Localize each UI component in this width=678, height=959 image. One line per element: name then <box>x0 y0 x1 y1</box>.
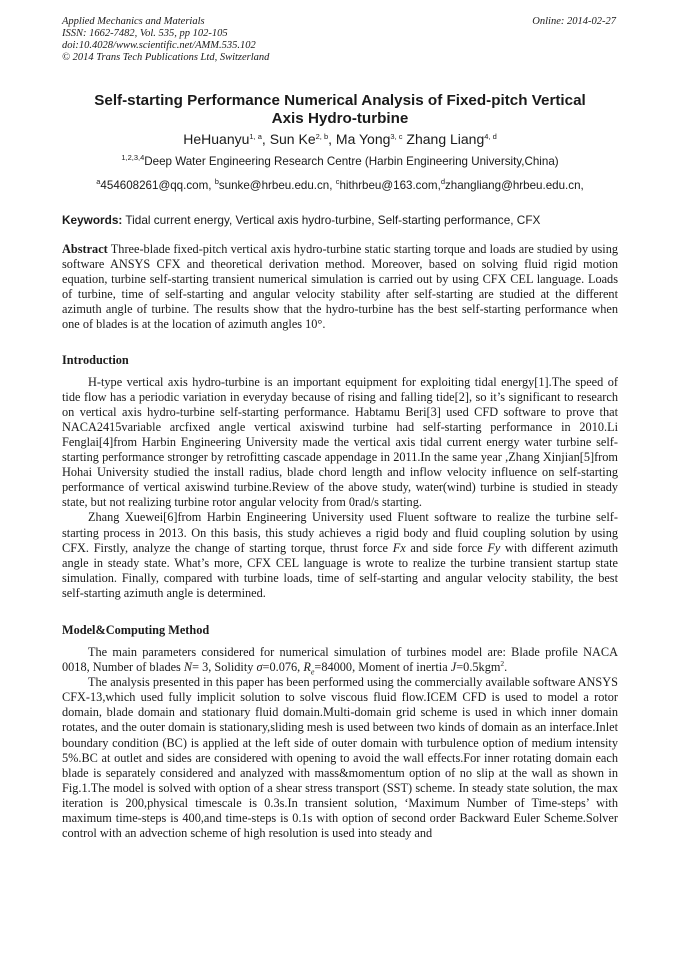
journal-name: Applied Mechanics and Materials <box>62 16 205 27</box>
text-run: =0.5kgm <box>456 660 501 675</box>
author-sup: 4, d <box>484 132 497 141</box>
text-run: . <box>504 660 508 675</box>
affiliation <box>62 154 618 169</box>
symbol-re: R <box>303 660 311 675</box>
author-name: Zhang Liang <box>406 131 485 147</box>
model-paragraph-2: The analysis presented in this paper has been performed using the commercially available software ANSYS CFX-13,which used fully implicit solution to solve viscous fluid flow.ICEM CFD is used to model a rotor domain, blade domain and stationary fluid domain.Multi-domain grid scheme is used in which inner domain rotates, and the outer domain is stationary,sliding mesh is used between two kinds of domain as an interface.Inlet boundary condition (BC) is applied at the left side of outer domain with turbulence option of medium intensity 5%.BC at outlet and sides are considered with opening to avoid the wall effects.For inner rotating domain each blade is separately considered and analyzed with mass&momentum option of no slip at the wall as shown in Fig.1.The model is solved with option of a shear stress transport (SST) scheme. In steady state solution, the max iteration is 200,physical timescale is 0.3s.In transient solution, ‘Maximum Number of Time-steps’ with maximum time-steps is 400,and time-steps is 0.1s with option of second order Backward Euler Scheme.Solver control with an advection scheme of high resolution is used into steady and <box>62 675 618 841</box>
author-sep: , <box>261 131 270 147</box>
superscript: 2 <box>500 659 505 669</box>
text-run: =0.076, <box>262 660 304 675</box>
text-run: =84000, Moment of inertia <box>314 660 451 675</box>
model-paragraph-1 <box>62 645 618 675</box>
symbol-j: J <box>450 660 457 675</box>
text-run: The main parameters considered for numerical simulation of turbines model are: Blade profile NACA 0018, Number of blades <box>62 644 618 675</box>
title-line-2: Axis Hydro-turbine <box>271 110 409 127</box>
keywords-text: Tidal current energy, Vertical axis hydro-turbine, Self-starting performance, CFX <box>122 213 541 227</box>
symbol-fx: Fx <box>392 540 406 555</box>
intro-paragraph-1: H-type vertical axis hydro-turbine is an important equipment for exploiting tidal energy[1].The speed of tide flow has a periodic variation in everyday because of rising and falling tide[2], so it’s significant to research on vertical axis hydro-turbine self-starting performance. Habtamu Beri[3] used CFD software to prove that NACA2415variable arcfixed angle vertical axiswind turbine had self-starting performance in 2010.Li Fenglai[4]from Harbin Engineering University made the vertical axis tidal current energy water turbine self-starting performance stronger by retrofitting cascade appendage in 2011.In the same year ,Zhang Xinjian[5]from Hohai University studied the install radius, blade chord length and inflow velocity influence on self-starting performance of vertical axiswind turbine.Review of the above study, water(wind) turbine is studied in steady state, but not realizing turbine rotor angular velocity from 0rad/s starting. <box>62 374 618 510</box>
author-name: HeHuanyu <box>183 131 250 147</box>
text-run: with different azimuth angle in steady state. What’s more, CFX CEL language is wrote to realize the turbine transient startup state simulation. Finally, compared with turbine loads, time of self-starting and angular velocity stability, the best self-starting azimuth angle is determined. <box>62 540 618 600</box>
text-run: Zhang Xuewei[6]from Harbin Engineering University used Fluent software to realize the turbine self-starting process in 2013. On this basis, this study achieves a rigid body and fluid coupling solution by using CFX. Firstly, analyze the change of starting torque, thrust force <box>62 510 618 555</box>
email-sup: c <box>335 177 340 186</box>
keywords <box>62 213 618 228</box>
section-heading-model: Model&Computing Method <box>62 622 210 637</box>
symbol-sigma: σ <box>256 660 263 675</box>
online-date: Online: 2014-02-27 <box>532 16 616 27</box>
page <box>62 16 618 841</box>
author-name: Sun Ke <box>269 131 316 147</box>
email-sup: a <box>96 177 101 186</box>
author-sep: , <box>328 131 336 147</box>
email-link[interactable]: 454608261@qq.com, <box>100 179 215 192</box>
title-line-1: Self-starting Performance Numerical Analysis of Fixed-pitch Vertical <box>94 92 586 109</box>
author-sup: 3, c <box>390 132 403 141</box>
text-run: and side force <box>405 540 488 555</box>
email-link[interactable]: sunke@hrbeu.edu.cn, <box>218 179 336 192</box>
affiliation-sup: 1,2,3,4 <box>121 153 145 162</box>
doi-line[interactable]: doi:10.4028/www.scientific.net/AMM.535.102 <box>62 40 256 51</box>
affiliation-text: Deep Water Engineering Research Centre (Harbin Engineering University,China) <box>144 155 559 168</box>
author-sup: 2, b <box>315 132 329 141</box>
symbol-re-sub: e <box>310 667 315 677</box>
email-sup: d <box>440 177 445 186</box>
email-link[interactable]: hithrbeu@163.com, <box>339 179 441 192</box>
paper-title <box>62 92 618 128</box>
email-list <box>62 178 618 193</box>
abstract-label: Abstract <box>62 242 108 256</box>
email-sup: b <box>214 177 219 186</box>
issn-line: ISSN: 1662-7482, Vol. 535, pp 102-105 <box>62 28 228 39</box>
email-link[interactable]: zhangliang@hrbeu.edu.cn, <box>444 179 584 192</box>
text-run: = 3, Solidity <box>192 660 257 675</box>
section-heading-introduction: Introduction <box>62 352 129 367</box>
intro-paragraph-2 <box>62 510 618 601</box>
symbol-fy: Fy <box>487 540 501 555</box>
publication-header <box>62 16 618 64</box>
author-sup: 1, a <box>249 132 262 141</box>
author-list <box>62 130 618 148</box>
abstract <box>62 242 618 333</box>
author-name: Ma Yong <box>335 131 391 147</box>
abstract-text: Three-blade fixed-pitch vertical axis hydro-turbine static starting torque and loads are studied by using software ANSYS CFX and theoretical derivation method. Moreover, based on solving fluid rigid motion equation, turbine self-starting transient numerical simulation is carried out by using CFX CEL language. Loads of turbine, time of self-starting and angular velocity stability after self-starting are studied at the different azimuth angle of turbine. The results show that the hydro-turbine has the best self-starting performance when one of blades is at the location of azimuth angles 10°. <box>62 242 618 332</box>
keywords-label: Keywords: <box>62 213 123 227</box>
symbol-n: N <box>183 660 193 675</box>
copyright-line: © 2014 Trans Tech Publications Ltd, Switzerland <box>62 52 270 63</box>
